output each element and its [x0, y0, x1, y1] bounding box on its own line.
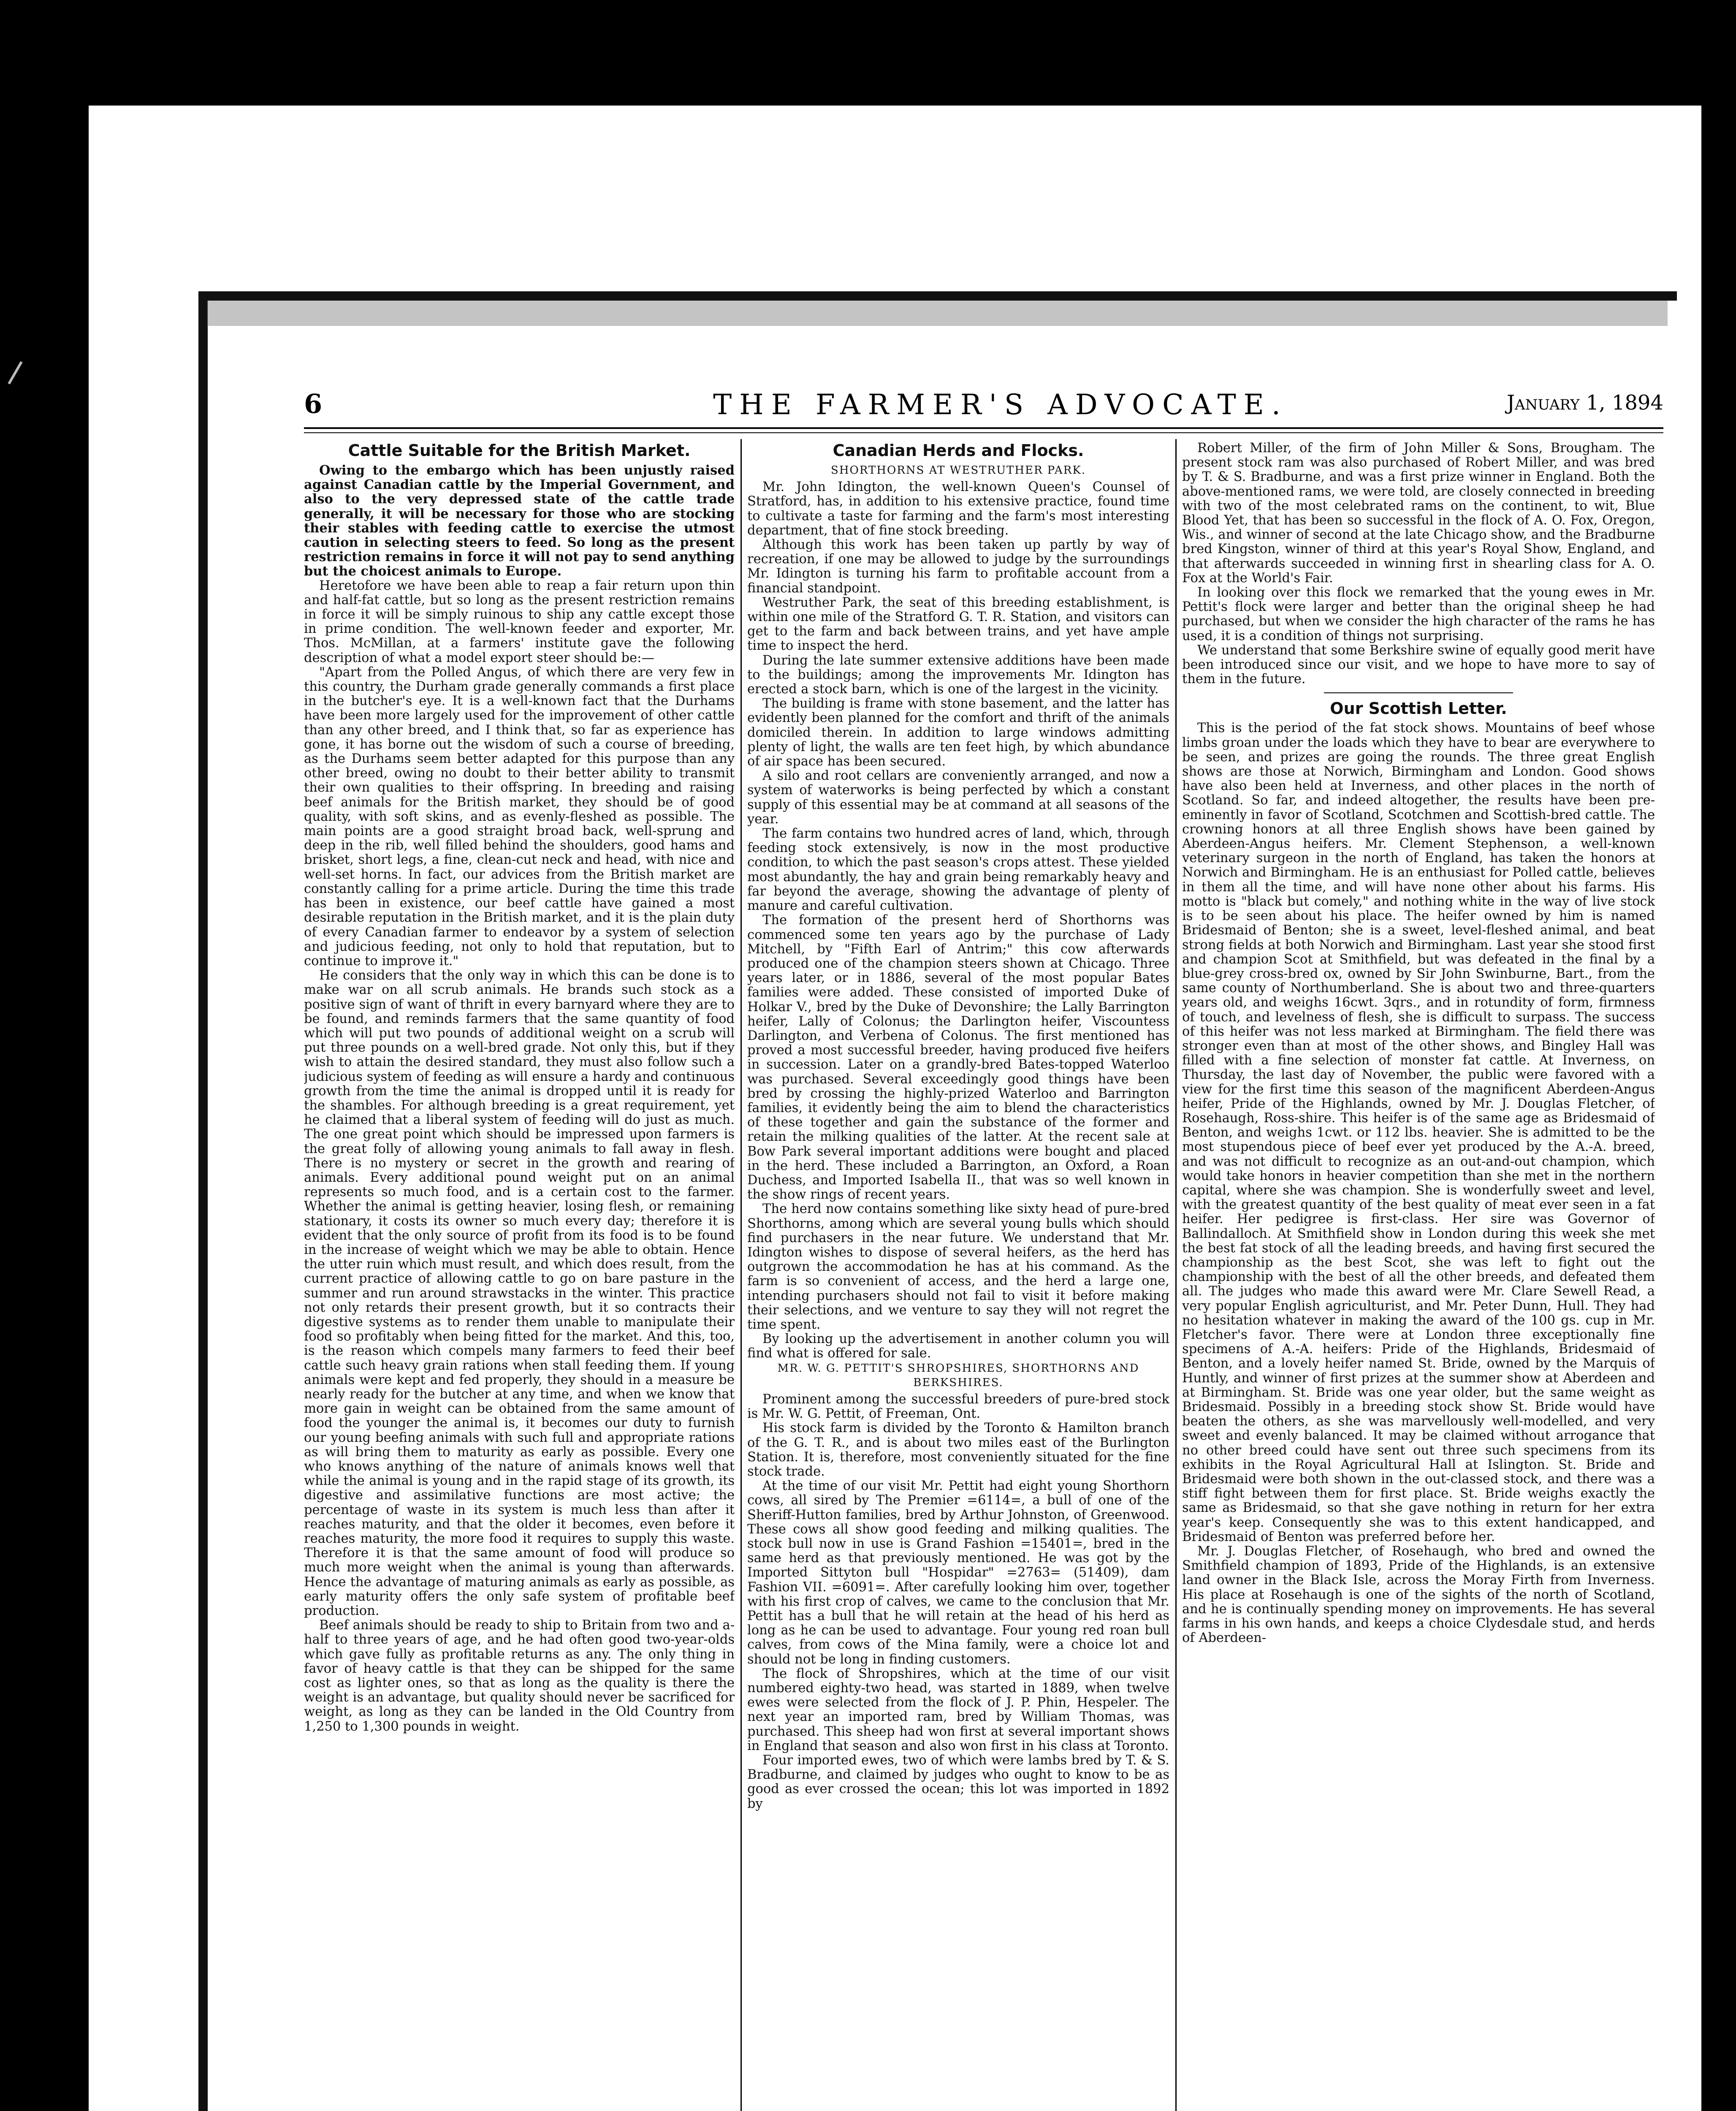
article-paragraph: During the late summer extensive additions have been made to the buildings; among the improvements Mr. Idington has erected a stock barn, which is one of the largest in the vicinity.	[747, 653, 1169, 697]
column-3	[1182, 441, 1655, 2111]
article-paragraph: Westruther Park, the seat of this breeding establishment, is within one mile of the Stratford G. T. R. Station, and visitors can get to the farm and back between trains, and yet have ample time to inspect the herd.	[747, 595, 1169, 654]
masthead-rule	[304, 427, 1663, 433]
article-heading: Canadian Herds and Flocks.	[833, 441, 1084, 460]
article-paragraph: Four imported ewes, two of which were lambs bred by T. & S. Bradburne, and claimed by judges who ought to know to be as good as ever crossed the ocean; this lot was imported in 1892 by	[747, 1753, 1169, 1811]
article-paragraph: By looking up the advertisement in another column you will find what is offered for sale.	[747, 1332, 1169, 1361]
article-paragraph: Beef animals should be ready to ship to Britain from two and a-half to three years of age, and he had often good two-year-olds which gave fully as profitable returns as any. The only thing in favor of heavy cattle is that they can be shipped for the same cost as lighter ones, so that as long as the quality is there the weight is an advantage, but quality should never be sacrificed for weight, as long as they can be landed in the Old Country from 1,250 to 1,300 pounds in weight.	[304, 1618, 735, 1734]
article-heading: Cattle Suitable for the British Market.	[348, 441, 691, 460]
page-number: 6	[304, 388, 323, 419]
edge-mark	[8, 361, 22, 385]
column-rule	[741, 439, 742, 2111]
article-paragraph: At the time of our visit Mr. Pettit had eight young Shorthorn cows, all sired by The Premier =6114=, a bull of one of the Sheriff-Hutton families, bred by Arthur Johnston, of Greenwood. These cows all show good feeding and milking qualities. The stock bull now in use is Grand Fashion =15401=, bred in the same herd as that previously mentioned. He was got by the Imported Sittyton bull "Hospidar" =2763= (51409), dam Fashion VII. =6091=. After carefully looking him over, together with his first crop of calves, we came to the conclusion that Mr. Pettit has a bull that he will retain at the head of his herd as long as he can be used to advantage. Four young red roan bull calves, from cows of the Mina family, were a choice lot and should not be long in finding customers.	[747, 1479, 1169, 1667]
article-paragraph: This is the period of the fat stock shows. Mountains of beef whose limbs groan under the loads which they have to bear are everywhere to be seen, and prizes are going the rounds. The three great English shows are those at Norwich, Birmingham and London. Good shows have also been held at Inverness, and other places in the north of Scotland. So far, and indeed altogether, the results have been pre-eminently in favor of Scotland, Scotchmen and Scottish-bred cattle. The crowning honors at all three English shows have been gained by Aberdeen-Angus heifers. Mr. Clement Stephenson, a well-known veterinary surgeon in the north of England, has taken the honors at Norwich and Birmingham. He is an enthusiast for Polled cattle, believes in them all the time, and will have none other about his farms. His motto is "black but comely," and nothing white in the way of live stock is to be seen about his place. The heifer owned by him is named Bridesmaid of Benton; she is a sweet, level-fleshed animal, and beat strong fields at both Norwich and Birmingham. Last year she stood first and champion Scot at Smithfield, but was defeated in the final by a blue-grey cross-bred ox, owned by Sir John Swinburne, Bart., from the same county of Northumberland. She is about two and three-quarters years old, and weighs 16cwt. 3qrs., and in rotundity of form, firmness of touch, and levelness of flesh, she is difficult to surpass. The success of this heifer was not less marked at Birmingham. The field there was stronger even than at most of the other shows, and Bingley Hall was filled with a fine selection of monster fat cattle. At Inverness, on Thursday, the last day of November, the public were favored with a view for the first time this season of the magnificent Aberdeen-Angus heifer, Pride of the Highlands, owned by Mr. J. Douglas Fletcher, of Rosehaugh, Ross-shire. This heifer is of the same age as Bridesmaid of Benton, and weighs 1cwt. or 112 lbs. heavier. She is admitted to be the most stupendous piece of beef ever yet produced by the A.-A. breed, and was not difficult to recognize as an out-and-out champion, which would take honors in heavier competition than she met in the northern capital, where she was champion. She is wonderfully sweet and level, with the greatest quantity of the best quality of meat ever seen in a fat heifer. Her pedigree is first-class. Her sire was Governor of Ballindalloch. At Smithfield show in London during this week she met the best fat stock of all the leading breeds, and having first secured the championship as the best Scot, she was left to fight out the championship with the best of all the other breeds, and defeated them all. The judges who made this award were Mr. Clare Sewell Read, a very popular English agriculturist, and Mr. Peter Dunn, Hull. They had no hesitation whatever in making the award of the 100 gs. cup in Mr. Fletcher's favor. There were at London three exceptionally fine specimens of A.-A. heifers: Pride of the Highlands, Bridesmaid of Benton, and a lovely heifer named St. Bride, owned by the Marquis of Huntly, and winner of first prizes at the summer show at Aberdeen and at Birmingham. St. Bride was one year older, but the same weight as Bridesmaid. Possibly in a breeding stock show St. Bride would have beaten the others, as she was marvellously well-modelled, and very sweet and evenly balanced. It may be claimed without arrogance that no other breed could have sent out three such specimens from its exhibits in the Royal Agricultural Hall at Islington. St. Bride and Bridesmaid were both shown in the out-classed stock, and there was a stiff fight between them for first place. St. Bride weighs exactly the same as Bridesmaid, so that she gave nothing in return for her extra year's keep. Consequently she was to this extent handicapped, and Bridesmaid of Benton was preferred before her.	[1182, 721, 1655, 1544]
article-paragraph: He considers that the only way in which this can be done is to make war on all scrub animals. He brands such stock as a positive sign of want of thrift in every barnyard where they are to be found, and reminds farmers that the same quantity of food which will put two pounds of additional weight on a scrub will put three pounds on a well-bred grade. Not only this, but if they wish to attain the desired standard, they must also follow such a judicious system of feeding as will ensure a hardy and continuous growth from the time the animal is dropped until it is ready for the shambles. For although breeding is a great requirement, yet he claimed that a liberal system of feeding will do just as much. The one great point which should be impressed upon farmers is the great folly of allowing young animals to fall away in flesh. There is no mystery or secret in the growth and rearing of animals. Every additional pound weight put on an animal represents so much food, and is a certain cost to the farmer. Whether the animal is getting heavier, losing flesh, or remaining stationary, it costs its owner so much every day; therefore it is evident that the only source of profit from its food is to be found in the increase of weight which we may be able to obtain. Hence the utter ruin which must result, and which does result, from the current practice of allowing cattle to go on bare pasture in the summer and run around strawstacks in the winter. This practice not only retards their present growth, but it so contracts their digestive systems as to render them unable to manipulate their food so profitably when being fitted for the market. And this, too, is the reason which compels many farmers to feed their beef cattle such heavy grain rations when stall feeding them. If young animals were kept and fed properly, they should in a measure be nearly ready for the butcher at any time, and when we know that more gain in weight can be obtained from the same amount of food the younger the animal is, it becomes our duty to furnish our young beefing animals with such full and appropriate rations as will bring them to maturity as early as possible. Every one who knows anything of the nature of animals knows well that while the animal is young and in the rapid stage of its growth, its digestive and assimilative functions are most active; the percentage of waste in its system is much less than after it reaches maturity, and that the older it becomes, even before it reaches maturity, the more food it requires to supply this waste. Therefore it is that the same amount of food will produce so much more weight when the animal is young than afterwards. Hence the advantage of maturing animals as early as possible, as early maturity offers the only safe system of profitable beef production.	[304, 968, 735, 1619]
masthead-title: THE FARMER'S ADVOCATE.	[713, 388, 1288, 421]
article-subheading: SHORTHORNS AT WESTRUTHER PARK.	[831, 464, 1086, 477]
section-divider	[1324, 692, 1513, 693]
column-2	[747, 441, 1169, 2111]
article-paragraph: The farm contains two hundred acres of land, which, through feeding stock extensively, is now in the most productive condition, to which the past season's crops attest. These yielded most abundantly, the hay and grain being remarkably heavy and far beyond the average, showing the advantage of plenty of manure and careful cultivation.	[747, 826, 1169, 914]
article-paragraph: The building is frame with stone basement, and the latter has evidently been planned for the comfort and thrift of the animals domiciled therein. In addition to large windows admitting plenty of light, the walls are ten feet high, by which abundance of air space has been secured.	[747, 696, 1169, 769]
article-paragraph: A silo and root cellars are conveniently arranged, and now a system of waterworks is being perfected by which a constant supply of this essential may be at command at all seasons of the year.	[747, 768, 1169, 827]
article-paragraph: Although this work has been taken up partly by way of recreation, if one may be allowed to judge by the surroundings Mr. Idington is turning his farm to profitable account from a financial standpoint.	[747, 537, 1169, 596]
column-1	[304, 441, 735, 2111]
frame-shadow	[207, 301, 1668, 326]
article-paragraph: Robert Miller, of the firm of John Miller & Sons, Brougham. The present stock ram was also purchased of Robert Miller, and was bred by T. & S. Bradburne, and was a first prize winner in England. Both the above-mentioned rams, we were told, are closely connected in breeding with two of the most celebrated rams on the continent, to wit, Blue Blood Yet, that has been so successful in the flock of A. O. Fox, Oregon, Wis., and winner of second at the late Chicago show, and the Bradburne bred Kingston, winner of third at this year's Royal Show, England, and that afterwards succeeded in winning first in shearling class for A. O. Fox at the World's Fair.	[1182, 441, 1655, 586]
article-paragraph: We understand that some Berkshire swine of equally good merit have been introduced since our visit, and we hope to have more to say of them in the future.	[1182, 643, 1655, 687]
column-rule	[1175, 439, 1177, 2111]
masthead	[304, 388, 1663, 422]
article-paragraph: Prominent among the successful breeders of pure-bred stock is Mr. W. G. Pettit, of Freeman, Ont.	[747, 1392, 1169, 1422]
article-paragraph: The formation of the present herd of Shorthorns was commenced some ten years ago by the purchase of Lady Mitchell, by "Fifth Earl of Antrim;" this cow afterwards produced one of the champion steers shown at Chicago. Three years later, or in 1886, several of the most popular Bates families were added. These consisted of imported Duke of Holkar V., bred by the Duke of Devonshire; the Lally Barrington heifer, Lally of Colonus; the Darlington heifer, Viscountess Darlington, and Verbena of Colonus. The first mentioned has proved a most successful breeder, having produced five heifers in succession. Later on a grandly-bred Bates-topped Waterloo was purchased. Several exceedingly good things have been bred by crossing the highly-prized Waterloo and Barrington families, it evidently being the aim to blend the characteristics of these together and gain the substance of the former and retain the milking qualities of the latter. At the recent sale at Bow Park several important additions were bought and placed in the herd. These included a Barrington, an Oxford, a Roan Duchess, and Imported Isabella II., that was so well known in the show rings of recent years.	[747, 913, 1169, 1202]
article-paragraph: Owing to the embargo which has been unjustly raised against Canadian cattle by the Imperial Government, and also to the very depressed state of the cattle trade generally, it will be necessary for those who are stocking their stables with feeding cattle to exercise the utmost caution in selecting steers to feed. So long as the present restriction remains in force it will not pay to send anything but the choicest animals to Europe.	[304, 463, 735, 579]
article-paragraph: Heretofore we have been able to reap a fair return upon thin and half-fat cattle, but so long as the present restriction remains in force it will be simply ruinous to ship any cattle except those in prime condition. The well-known feeder and exporter, Mr. Thos. McMillan, at a farmers' institute gave the following description of what a model export steer should be:—	[304, 578, 735, 665]
article-paragraph: The herd now contains something like sixty head of pure-bred Shorthorns, among which are several young bulls which should find purchasers in the near future. We understand that Mr. Idington wishes to dispose of several heifers, as the herd has outgrown the accommodation he has at his command. As the farm is so convenient of access, and the herd a large one, intending purchasers should not fail to visit it before making their selections, and we venture to say they will not regret the time spent.	[747, 1202, 1169, 1332]
article-heading: Our Scottish Letter.	[1330, 699, 1507, 718]
article-subheading: MR. W. G. PETTIT'S SHROPSHIRES, SHORTHORNS AND BERKSHIRES.	[777, 1362, 1139, 1389]
article-paragraph: "Apart from the Polled Angus, of which there are very few in this country, the Durham grade generally commands a first place in the butcher's eye. It is a well-known fact that the Durhams have been more largely used for the improvement of other cattle than any other breed, and I think that, so far as experience has gone, it has borne out the wisdom of such a course of breeding, as the Durhams seem better adapted for this purpose than any other breed, owing no doubt to their better ability to transmit their own qualities to their offspring. In breeding and raising beef animals for the British market, they should be of good quality, with soft skins, and as evenly-fleshed as possible. The main points are a good straight broad back, well-sprung and deep in the rib, well filled behind the shoulders, good hams and brisket, short legs, a fine, clean-cut neck and head, with nice and well-set horns. In fact, our advices from the British market are constantly calling for a prime article. During the time this trade has been in existence, our beef cattle have gained a most desirable reputation in the British market, and it is the plain duty of every Canadian farmer to endeavor by a system of selection and judicious feeding, not only to hold that reputation, but to continue to improve it."	[304, 665, 735, 969]
article-paragraph: Mr. John Idington, the well-known Queen's Counsel of Stratford, has, in addition to his extensive practice, found time to cultivate a taste for farming and the farm's most interesting department, that of fine stock breeding.	[747, 480, 1169, 538]
article-paragraph: In looking over this flock we remarked that the young ewes in Mr. Pettit's flock were larger and better than the original sheep he had purchased, but when we consider the high character of the rams he has used, it is a condition of things not surprising.	[1182, 585, 1655, 643]
article-paragraph: Mr. J. Douglas Fletcher, of Rosehaugh, who bred and owned the Smithfield champion of 1893, Pride of the Highlands, is an extensive land owner in the Black Isle, across the Moray Firth from Inverness. His place at Rosehaugh is one of the sights of the north of Scotland, and he is continually spending money on improvements. He has several farms in his own hands, and keeps a choice Clydesdale stud, and herds of Aberdeen-	[1182, 1544, 1655, 1646]
issue-date: January 1, 1894	[1506, 391, 1663, 415]
article-paragraph: The flock of Shropshires, which at the time of our visit numbered eighty-two head, was started in 1889, when twelve ewes were selected from the flock of J. P. Phin, Hespeler. The next year an imported ram, bred by William Thomas, was purchased. This sheep had won first at several important shows in England that season and also won first in his class at Toronto.	[747, 1666, 1169, 1753]
article-paragraph: His stock farm is divided by the Toronto & Hamilton branch of the G. T. R., and is about two miles east of the Burlington Station. It is, therefore, most conveniently situated for the fine stock trade.	[747, 1421, 1169, 1479]
